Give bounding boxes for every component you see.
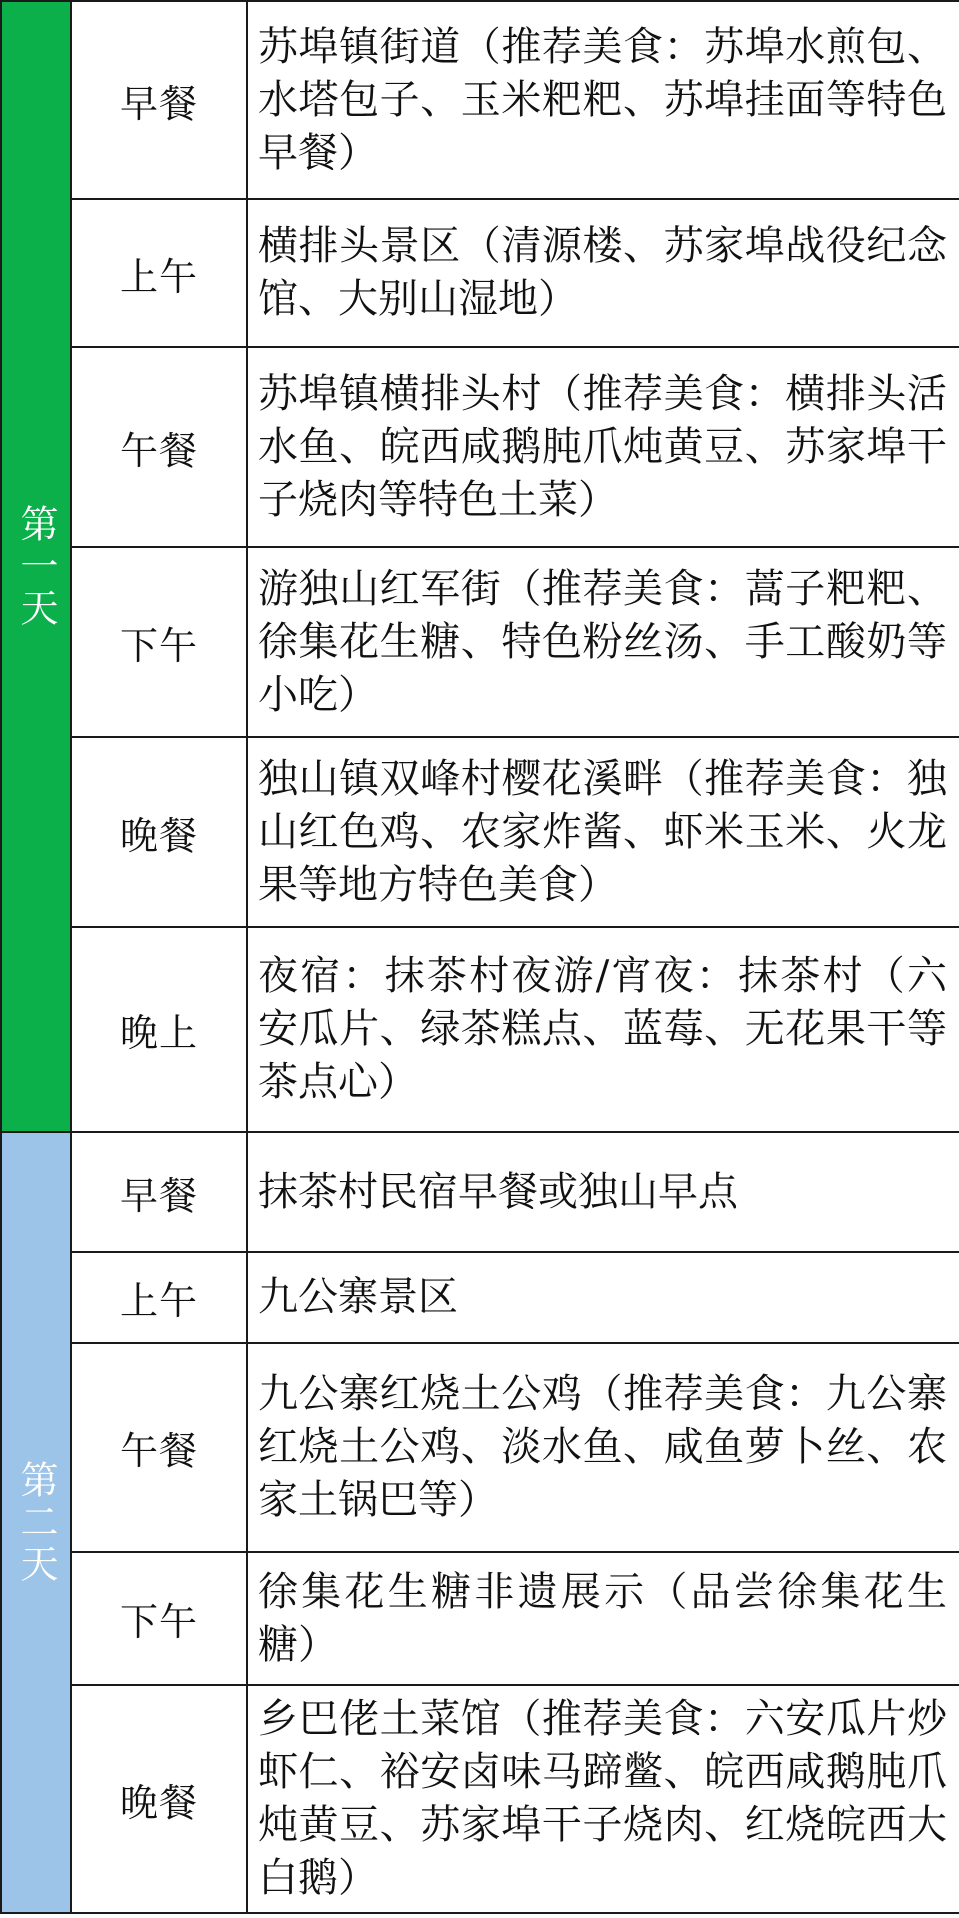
day1-label: 第一天 [1, 1, 71, 1132]
time-cell: 午餐 [71, 347, 247, 547]
table-row [1, 1552, 959, 1685]
time-cell: 晚餐 [71, 1685, 247, 1913]
activity-cell: 乡巴佬土菜馆（推荐美食：六安瓜片炒虾仁、裕安卤味马蹄鳖、皖西咸鹅肫爪炖黄豆、苏家埠干子烧肉、红烧皖西大白鹅） [247, 1685, 959, 1913]
table-row [1, 927, 959, 1132]
activity-cell: 夜宿：抹茶村夜游/宵夜：抹茶村（六安瓜片、绿茶糕点、蓝莓、无花果干等茶点心） [247, 927, 959, 1132]
table-row [1, 347, 959, 547]
table-row [1, 1132, 959, 1252]
table-row [1, 1343, 959, 1552]
time-cell: 下午 [71, 1552, 247, 1685]
activity-cell: 横排头景区（清源楼、苏家埠战役纪念馆、大别山湿地） [247, 199, 959, 347]
time-cell: 晚餐 [71, 737, 247, 927]
activity-cell: 苏埠镇横排头村（推荐美食：横排头活水鱼、皖西咸鹅肫爪炖黄豆、苏家埠干子烧肉等特色土菜） [247, 347, 959, 547]
table-row [1, 199, 959, 347]
time-cell: 上午 [71, 1252, 247, 1343]
table-row [1, 547, 959, 737]
time-cell: 早餐 [71, 1, 247, 199]
activity-cell: 苏埠镇街道（推荐美食：苏埠水煎包、水塔包子、玉米粑粑、苏埠挂面等特色早餐） [247, 1, 959, 199]
activity-cell: 游独山红军街（推荐美食：蒿子粑粑、徐集花生糖、特色粉丝汤、手工酸奶等小吃） [247, 547, 959, 737]
table-row [1, 1, 959, 199]
table-row [1, 1685, 959, 1913]
activity-cell: 九公寨景区 [247, 1252, 959, 1343]
table-row [1, 1252, 959, 1343]
time-cell: 晚上 [71, 927, 247, 1132]
time-cell: 下午 [71, 547, 247, 737]
activity-cell: 九公寨红烧土公鸡（推荐美食：九公寨红烧土公鸡、淡水鱼、咸鱼萝卜丝、农家土锅巴等） [247, 1343, 959, 1552]
time-cell: 早餐 [71, 1132, 247, 1252]
day2-label: 第二天 [1, 1132, 71, 1913]
time-cell: 上午 [71, 199, 247, 347]
activity-cell: 独山镇双峰村樱花溪畔（推荐美食：独山红色鸡、农家炸酱、虾米玉米、火龙果等地方特色美食） [247, 737, 959, 927]
activity-cell: 徐集花生糖非遗展示（品尝徐集花生糖） [247, 1552, 959, 1685]
table-row [1, 737, 959, 927]
activity-cell: 抹茶村民宿早餐或独山早点 [247, 1132, 959, 1252]
time-cell: 午餐 [71, 1343, 247, 1552]
